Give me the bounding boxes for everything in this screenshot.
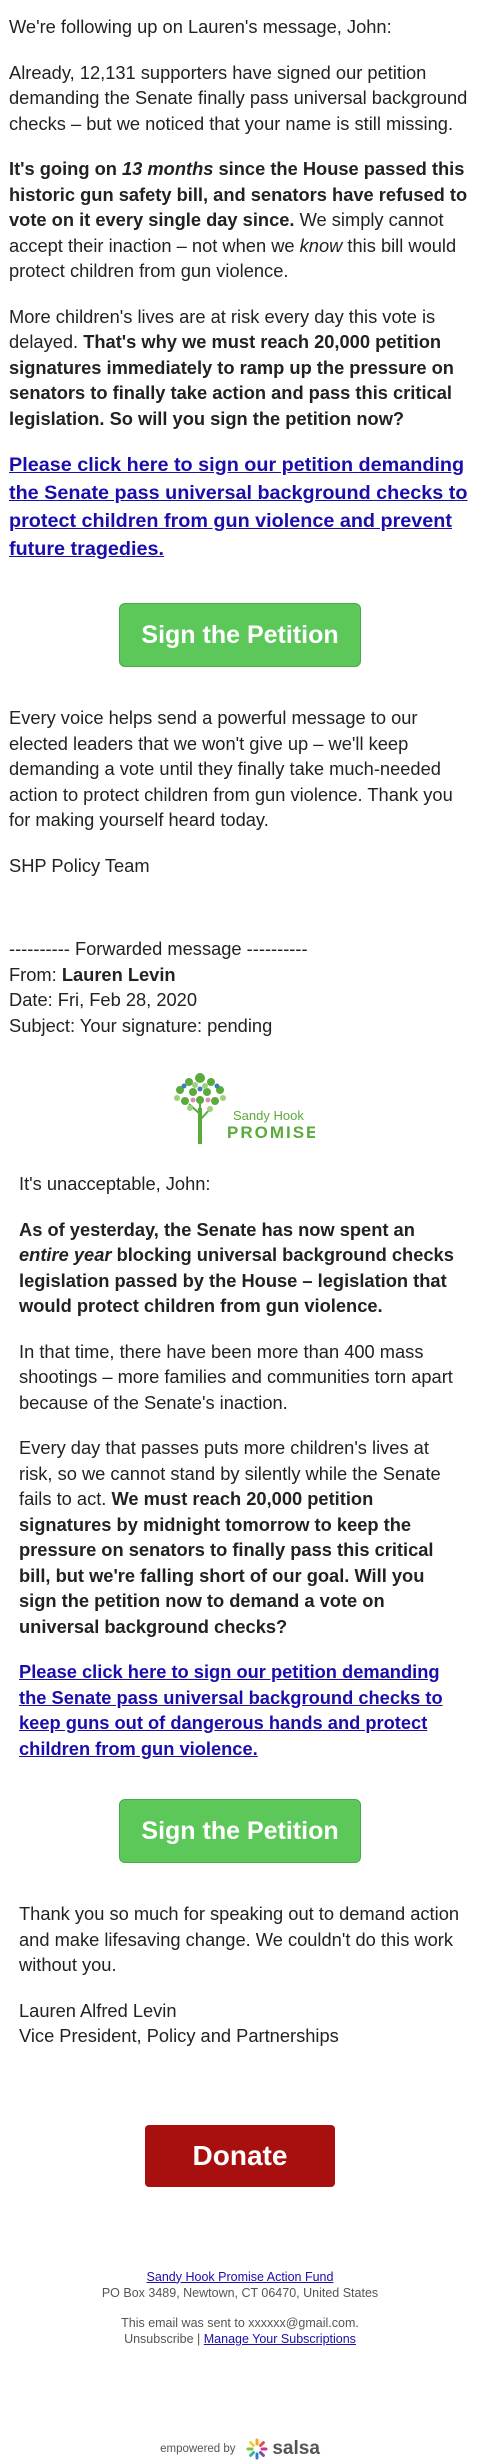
unsubscribe-link[interactable]: Unsubscribe — [124, 2331, 194, 2346]
year-text-b: entire year — [19, 1244, 112, 1265]
donate-button[interactable]: Donate — [145, 2125, 335, 2187]
midnight-text-b: We must reach 20,000 petition signatures by midnight tomorrow to keep the pressure on senators to finally pass this critical bill, but we're falling short of our goal. Will you sign the petition now to demand a vote on universal background checks? — [19, 1488, 434, 1637]
months-text-a: It's going on — [9, 158, 122, 179]
forwarded-date: Date: Fri, Feb 28, 2020 — [9, 989, 197, 1010]
intro-signoff: SHP Policy Team — [9, 854, 150, 876]
risk-text-b: That's why we must reach 20,000 petition signatures immediately to ramp up the pressure on senators to finally take action and pass this critical legislation. So will you sign the petition now? — [9, 331, 454, 429]
intro-greeting: We're following up on Lauren's message, John: — [9, 16, 392, 37]
forwarded-divider: ---------- Forwarded message ---------- — [9, 938, 308, 959]
tree-logo-icon — [165, 1068, 315, 1148]
donate-row — [9, 2125, 471, 2187]
risk-text-a: More children's lives are at risk every day this vote is delayed. — [9, 305, 436, 352]
months-text-b: 13 months — [122, 158, 214, 179]
signature-block — [19, 1998, 461, 2049]
forwarded-header-block — [9, 936, 471, 1038]
message-paragraph-midnight — [19, 1435, 461, 1639]
year-text-a: As of yesterday, the Senate has now spent an — [19, 1218, 415, 1240]
sign-petition-button[interactable]: Sign the Petition — [119, 603, 361, 667]
petition-button-row-2 — [19, 1799, 461, 1863]
org-address: PO Box 3489, Newtown, CT 06470, United States — [101, 2285, 379, 2300]
sign-petition-button-2[interactable]: Sign the Petition — [119, 1799, 361, 1863]
org-link[interactable]: Sandy Hook Promise Action Fund — [146, 2269, 334, 2284]
forwarded-from — [9, 962, 471, 988]
logo-line2: PROMISE — [227, 1123, 315, 1142]
sandy-hook-promise-logo — [9, 1068, 471, 1153]
message-paragraph-year — [19, 1217, 461, 1319]
logo-line1: Sandy Hook — [233, 1108, 304, 1123]
powered-by-label: empowered by — [160, 2442, 236, 2455]
months-text-f: this bill would protect children from gun violence. — [9, 234, 457, 281]
manage-subscriptions-link[interactable]: Manage Your Subscriptions — [203, 2331, 356, 2346]
months-text-c: since the House passed this historic gun safety bill, and senators have refused to vote on it every single day since. — [9, 158, 468, 230]
powered-by-badge[interactable] — [9, 2437, 471, 2461]
intro-paragraph-thanks: Every voice helps send a powerful message to our elected leaders that we won't give up – we'll keep demanding a vote until they finally take much-needed action to protect children from gun violence. Thank you for making yourself heard today. — [9, 707, 453, 830]
signature-title: Vice President, Policy and Partnerships — [19, 2025, 339, 2046]
months-text-d: We simply cannot accept their inaction – not when we — [9, 209, 444, 256]
subscription-links — [9, 2331, 471, 2347]
salsa-brand: salsa — [272, 2437, 320, 2459]
year-text-c: blocking universal background checks legislation passed by the House – legislation that would protect children from gun violence. — [19, 1244, 454, 1316]
original-message — [9, 1171, 471, 2049]
months-text-e: know — [299, 234, 343, 256]
link-separator: | — [193, 2331, 204, 2346]
message-greeting: It's unacceptable, John: — [19, 1173, 211, 1194]
forwarded-from-name: Lauren Levin — [61, 963, 176, 985]
intro-paragraph-signers: Already, 12,131 supporters have signed our petition demanding the Senate finally pass universal background checks – but we noticed that your name is still missing. — [9, 61, 468, 134]
midnight-text-a: Every day that passes puts more children's lives at risk, so we cannot stand by silently while the Senate fails to act. — [19, 1437, 441, 1509]
email-footer — [9, 2269, 471, 2347]
petition-link-secondary[interactable]: Please click here to sign our petition demanding the Senate pass universal background checks to keep guns out of dangerous hands and protect children from gun violence. — [19, 1661, 443, 1759]
message-paragraph-shootings: In that time, there have been more than 400 mass shootings – more families and communities torn apart because of the Senate's inaction. — [19, 1340, 453, 1413]
petition-button-row — [9, 603, 471, 667]
message-paragraph-thanks: Thank you so much for speaking out to demand action and make lifesaving change. We couldn't do this work without you. — [19, 1903, 460, 1975]
forwarded-subject: Subject: Your signature: pending — [9, 1014, 273, 1036]
salsa-logo-icon — [245, 2437, 269, 2461]
forwarded-from-label: From: — [9, 963, 62, 985]
intro-paragraph-months — [9, 156, 471, 284]
intro-paragraph-risk — [9, 304, 471, 432]
petition-link-primary[interactable]: Please click here to sign our petition demanding the Senate pass universal background checks to protect children from gun violence and prevent future tragedies. — [9, 454, 468, 560]
sent-to-notice: This email was sent to xxxxxx@gmail.com. — [121, 2315, 359, 2330]
signature-name: Lauren Alfred Levin — [19, 1999, 177, 2021]
